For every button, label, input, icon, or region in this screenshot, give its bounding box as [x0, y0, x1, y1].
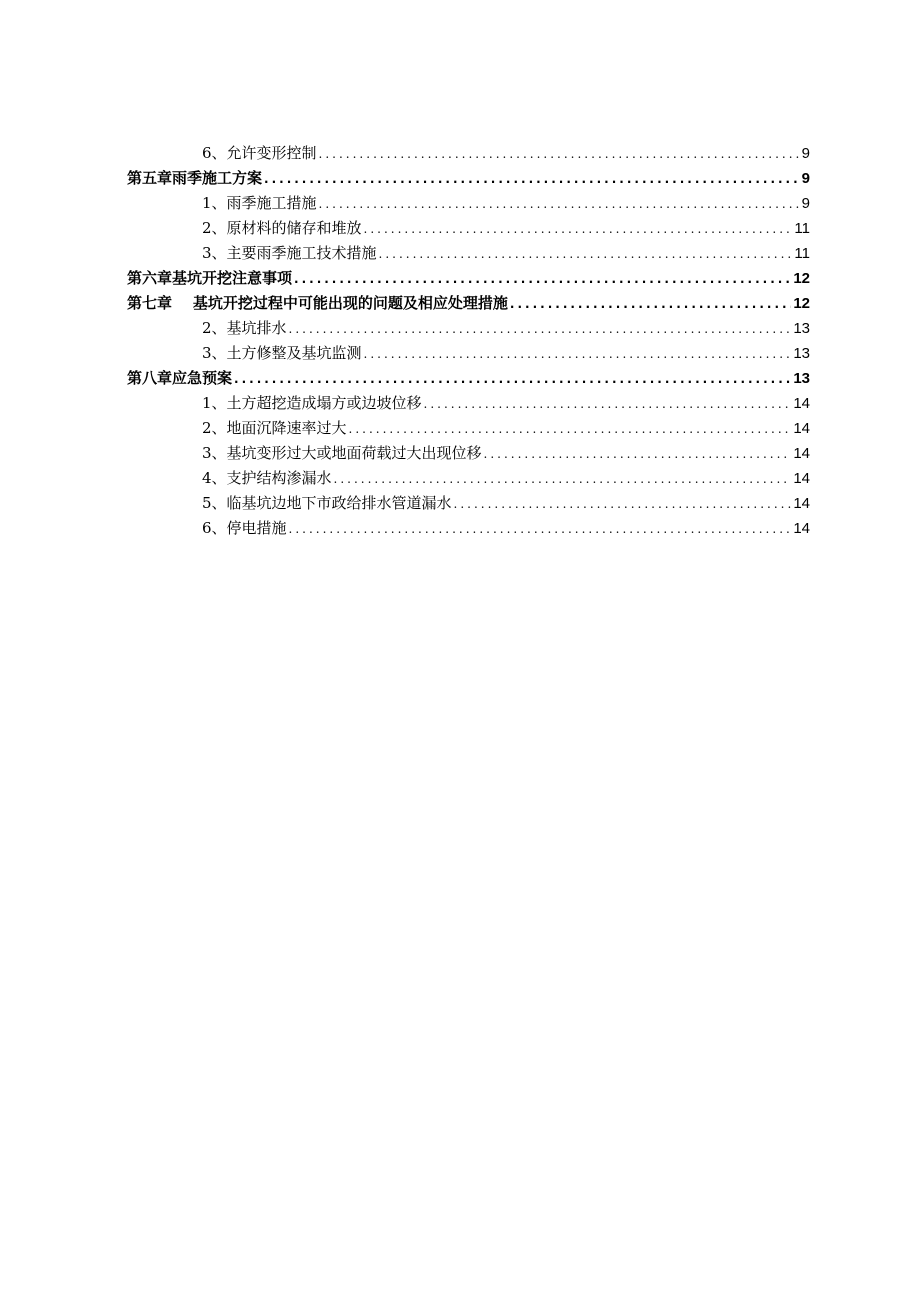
toc-dot-leader	[319, 192, 800, 217]
toc-page-number: 12	[793, 270, 810, 287]
toc-entry[interactable]	[127, 341, 810, 366]
toc-page-number: 11	[794, 245, 810, 262]
toc-page-number: 14	[793, 520, 810, 537]
toc-entry-title: 2、原材料的储存和堆放	[202, 219, 362, 237]
table-of-contents	[127, 141, 810, 541]
toc-entry-title: 3、基坑变形过大或地面荷载过大出现位移	[202, 444, 482, 462]
toc-entry-title: 1、土方超挖造成塌方或边坡位移	[202, 394, 422, 412]
toc-entry[interactable]	[127, 516, 810, 541]
toc-page-number: 14	[793, 420, 810, 437]
toc-entry[interactable]	[127, 191, 810, 216]
toc-page-number: 13	[793, 345, 810, 362]
toc-dot-leader	[454, 492, 792, 517]
toc-dot-leader	[379, 242, 793, 267]
toc-dot-leader	[264, 167, 800, 192]
toc-chapter-entry[interactable]	[127, 266, 810, 291]
toc-entry-title: 1、雨季施工措施	[202, 194, 317, 212]
toc-entry[interactable]	[127, 316, 810, 341]
toc-dot-leader	[349, 417, 792, 442]
toc-chapter-entry[interactable]	[127, 291, 810, 316]
toc-page-number: 12	[793, 295, 810, 312]
toc-page-number: 14	[793, 395, 810, 412]
toc-page-number: 9	[801, 195, 810, 212]
toc-dot-leader	[289, 317, 792, 342]
toc-entry-title: 2、地面沉降速率过大	[202, 419, 347, 437]
toc-dot-leader	[424, 392, 792, 417]
toc-dot-leader	[334, 467, 792, 492]
toc-dot-leader	[319, 142, 800, 167]
toc-dot-leader	[510, 292, 791, 317]
toc-entry[interactable]	[127, 416, 810, 441]
toc-page-number: 14	[793, 470, 810, 487]
toc-chapter-entry[interactable]	[127, 166, 810, 191]
toc-dot-leader	[364, 342, 792, 367]
toc-page-number: 9	[801, 145, 810, 162]
toc-entry-title: 3、土方修整及基坑监测	[202, 344, 362, 362]
toc-entry[interactable]	[127, 141, 810, 166]
toc-entry-title: 第八章应急预案	[127, 369, 233, 387]
toc-page-number: 13	[793, 320, 810, 337]
toc-page-number: 9	[801, 170, 810, 187]
toc-entry[interactable]	[127, 391, 810, 416]
toc-dot-leader	[294, 267, 791, 292]
toc-page-number: 14	[793, 445, 810, 462]
toc-entry-title: 第七章 基坑开挖过程中可能出现的问题及相应处理措施	[127, 294, 508, 312]
toc-entry-title: 6、允许变形控制	[202, 144, 317, 162]
toc-entry[interactable]	[127, 216, 810, 241]
toc-entry-title: 2、基坑排水	[202, 319, 287, 337]
toc-dot-leader	[484, 442, 792, 467]
toc-entry[interactable]	[127, 241, 810, 266]
toc-entry-title: 6、停电措施	[202, 519, 287, 537]
toc-chapter-entry[interactable]	[127, 366, 810, 391]
toc-entry-title: 3、主要雨季施工技术措施	[202, 244, 377, 262]
toc-entry-title: 5、临基坑边地下市政给排水管道漏水	[202, 494, 452, 512]
toc-page-number: 13	[793, 370, 810, 387]
toc-entry-title: 第六章基坑开挖注意事项	[127, 269, 293, 287]
toc-dot-leader	[289, 517, 792, 542]
toc-dot-leader	[364, 217, 793, 242]
toc-entry[interactable]	[127, 491, 810, 516]
toc-dot-leader	[234, 367, 791, 392]
toc-entry-title: 4、支护结构渗漏水	[202, 469, 332, 487]
toc-entry[interactable]	[127, 441, 810, 466]
toc-page-number: 14	[793, 495, 810, 512]
toc-entry-title: 第五章雨季施工方案	[127, 169, 263, 187]
toc-entry[interactable]	[127, 466, 810, 491]
toc-page-number: 11	[794, 220, 810, 237]
